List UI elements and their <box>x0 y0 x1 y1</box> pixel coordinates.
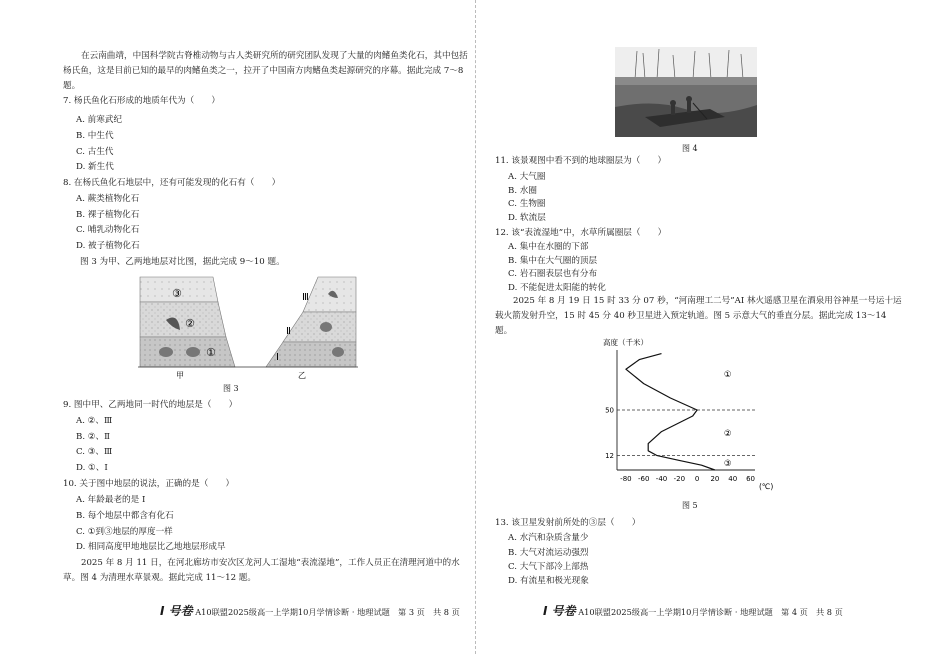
x-tick-label: 20 <box>710 475 720 483</box>
intro-paragraph-13-14: 2025 年 8 月 19 日 15 时 33 分 07 秒，“河南理工二号”AI 林火遥感卫星在酒泉用谷神星一号运十运载火箭发射升空，15 时 45 分 40 秒卫星进入预定轨道。图 5 示意大气的垂直分层。据此完成 13～14 题。 <box>495 296 902 336</box>
q9-option-d[interactable]: D. ①、Ⅰ <box>76 463 108 473</box>
q13-option-d[interactable]: D. 有流星和极光现象 <box>508 576 589 586</box>
q10-option-a[interactable]: A. 年龄最老的是 Ⅰ <box>76 495 146 505</box>
question-12: 12. 该“表流湿地”中，水草所属圈层（ ） <box>495 228 667 238</box>
layer-region-label: ② <box>723 428 732 439</box>
y-tick-label: 12 <box>605 452 614 461</box>
fossil-shell-icon <box>332 347 344 357</box>
site-jia-label: 甲 <box>176 371 184 380</box>
q7-option-c[interactable]: C. 古生代 <box>76 147 114 157</box>
x-tick-label: -80 <box>620 475 632 483</box>
temperature-curve <box>626 354 715 470</box>
q9-option-b[interactable]: B. ②、Ⅱ <box>76 432 110 442</box>
left-layer-2-label: ② <box>185 317 195 330</box>
q9-option-a[interactable]: A. ②、Ⅲ <box>76 416 113 426</box>
y-tick-label: 50 <box>605 406 614 415</box>
right-layer-1-label: Ⅰ <box>276 352 279 363</box>
right-layer-2 <box>283 312 356 342</box>
site-yi-label: 乙 <box>298 371 306 380</box>
question-11: 11. 该景观图中看不到的地球圈层为（ ） <box>495 156 667 166</box>
q10-option-c[interactable]: C. ①到③地层的厚度一样 <box>76 527 173 537</box>
q11-option-c[interactable]: C. 生物圈 <box>508 199 546 209</box>
left-footer-text: A10联盟2025级高一上学期10月学情诊断 · 地理试题 第 3 页 共 8 页 <box>195 607 460 617</box>
right-layer-2-label: Ⅱ <box>286 326 291 337</box>
left-layer-3-label: ③ <box>172 287 182 300</box>
x-tick-label: 60 <box>746 475 756 483</box>
question-13: 13. 该卫星发射前所处的③层（ ） <box>495 518 641 528</box>
question-7: 7. 杨氏鱼化石形成的地质年代为（ ） <box>63 96 221 106</box>
intro-9-10: 图 3 为甲、乙两地地层对比图，据此完成 9～10 题。 <box>80 257 285 267</box>
y-axis-title: 高度（千米） <box>603 338 648 347</box>
fossil-shell-icon <box>186 347 200 357</box>
x-tick-label: -20 <box>673 475 686 483</box>
right-page <box>475 0 950 654</box>
figure-5-atmosphere-chart <box>595 336 775 496</box>
layer-region-label: ③ <box>723 458 732 469</box>
left-footer <box>160 602 460 619</box>
layer-region-label: ① <box>723 370 732 380</box>
q7-option-d[interactable]: D. 新生代 <box>76 162 114 172</box>
q11-option-a[interactable]: A. 大气圈 <box>508 172 546 182</box>
question-9: 9. 图中甲、乙两地同一时代的地层是（ ） <box>63 400 238 410</box>
q11-option-b[interactable]: B. 水圈 <box>508 186 537 196</box>
q11-option-d[interactable]: D. 软流层 <box>508 213 546 223</box>
question-10: 10. 关于图中地层的说法，正确的是（ ） <box>63 479 235 489</box>
left-layer-2 <box>140 302 226 337</box>
q8-option-b[interactable]: B. 裸子植物化石 <box>76 210 140 220</box>
q12-option-d[interactable]: D. 不能促进太阳能的转化 <box>508 283 606 293</box>
q10-option-b[interactable]: B. 每个地层中都含有化石 <box>76 511 174 521</box>
right-footer-text: A10联盟2025级高一上学期10月学情诊断 · 地理试题 第 4 页 共 8 页 <box>578 607 843 617</box>
figure-4-caption: 图 4 <box>682 144 698 153</box>
q10-option-d[interactable]: D. 相同高度甲地地层比乙地地层形成早 <box>76 542 226 552</box>
q13-option-c[interactable]: C. 大气下部冷上部热 <box>508 562 589 572</box>
q13-option-a[interactable]: A. 水汽和杂质含量少 <box>508 533 589 543</box>
q13-option-b[interactable]: B. 大气对流运动强烈 <box>508 548 589 558</box>
fossil-shell-icon <box>159 347 173 357</box>
figure-5-caption: 图 5 <box>682 501 698 510</box>
q8-option-a[interactable]: A. 蕨类植物化石 <box>76 194 140 204</box>
question-8: 8. 在杨氏鱼化石地层中，还有可能发现的化石有（ ） <box>63 178 281 188</box>
q12-option-a[interactable]: A. 集中在水圈的下部 <box>508 242 589 252</box>
q12-option-b[interactable]: B. 集中在大气圈的顶层 <box>508 256 598 266</box>
q12-option-c[interactable]: C. 岩石圈表层也有分布 <box>508 269 598 279</box>
fossil-shell-icon <box>320 322 332 332</box>
x-tick-label: -60 <box>637 475 650 483</box>
figure-3-strata-diagram <box>138 272 358 382</box>
exam-logo: I 号卷 <box>543 604 576 618</box>
q8-option-c[interactable]: C. 哺乳动物化石 <box>76 225 140 235</box>
x-axis-unit: (℃) <box>759 482 774 491</box>
q9-option-c[interactable]: C. ③、Ⅲ <box>76 447 113 457</box>
x-tick-label: 0 <box>694 475 700 483</box>
right-footer <box>543 602 843 619</box>
q7-option-b[interactable]: B. 中生代 <box>76 131 114 141</box>
q8-option-d[interactable]: D. 被子植物化石 <box>76 241 140 251</box>
intro-paragraph-7-8: 在云南曲靖，中国科学院古脊椎动物与古人类研究所的研究团队发现了大量的肉鳍鱼类化石，其中包括杨氏鱼，这是目前已知的最早的肉鳍鱼类之一，拉开了中国南方肉鳍鱼类起源研究的序幕。据此完成 7～8 题。 <box>63 51 468 91</box>
x-tick-label: 40 <box>728 475 738 483</box>
exam-logo: I 号卷 <box>160 604 193 618</box>
x-tick-label: -40 <box>655 475 668 483</box>
left-layer-1-label: ① <box>206 346 216 359</box>
figure-3-caption: 图 3 <box>223 384 239 393</box>
q7-option-a[interactable]: A. 前寒武纪 <box>76 115 123 125</box>
figure-4-wetland-photo <box>615 47 757 137</box>
intro-paragraph-11-12: 2025 年 8 月 11 日，在河北廊坊市安次区龙河人工湿地“表流湿地”，工作人员正在清理河道中的水草。图 4 为清理水草景观。据此完成 11～12 题。 <box>63 558 460 583</box>
right-layer-3-label: Ⅲ <box>302 292 309 303</box>
